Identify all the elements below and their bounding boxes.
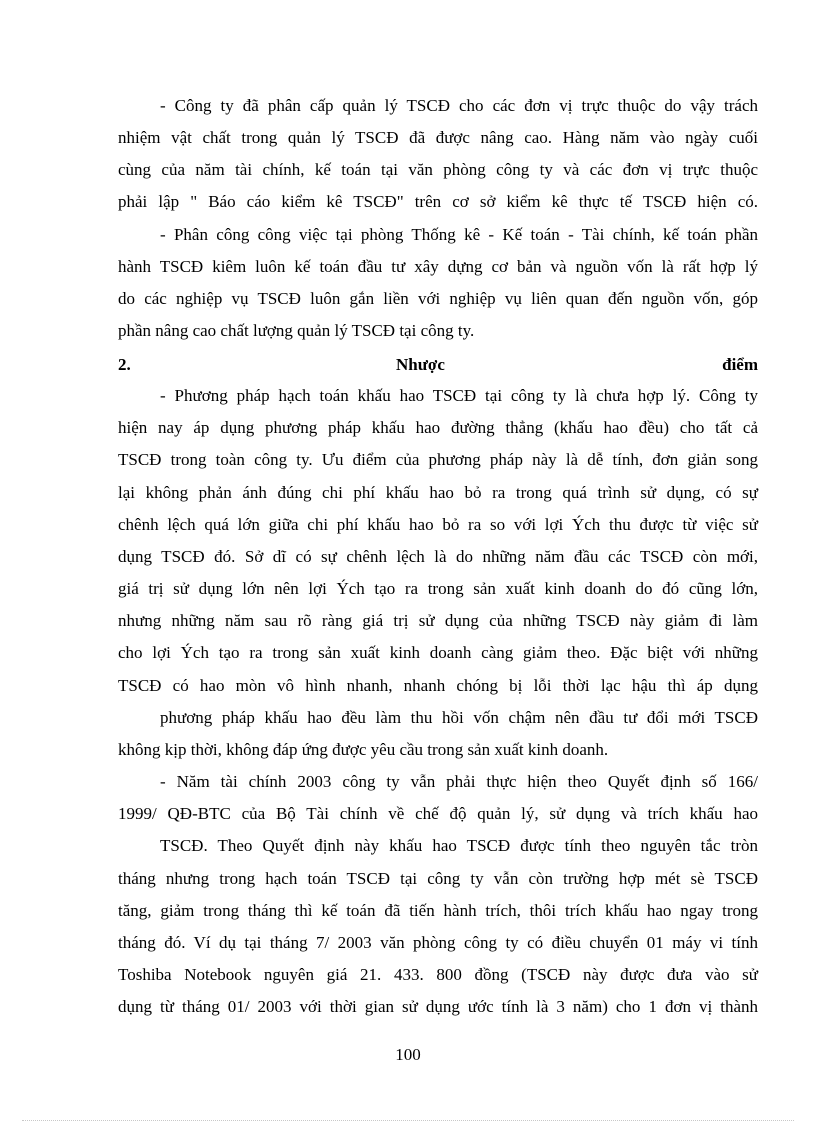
text-line: không kịp thời, không đáp ứng được yêu cầu trong sản xuất kinh doanh. [118, 740, 609, 759]
text-line: tháng nhưng trong hạch toán TSCĐ tại công ty vẫn còn trường hợp mét sè TSCĐ [118, 869, 758, 888]
text-line: TSCĐ có hao mòn vô hình nhanh, nhanh chóng bị lỗi thời lạc hậu thì áp dụng [118, 676, 758, 695]
heading-word: điểm [722, 355, 758, 374]
heading-number: 2. [118, 355, 131, 374]
text-line: cùng của năm tài chính, kế toán tại văn phòng công ty và các đơn vị trực thuộc [118, 160, 758, 179]
text-line: - Phương pháp hạch toán khấu hao TSCĐ tại công ty là chưa hợp lý. Công ty [160, 386, 758, 405]
text-line: - Công ty đã phân cấp quản lý TSCĐ cho các đơn vị trực thuộc do vậy trách [160, 96, 758, 115]
text-line: giá trị sử dụng lớn nên lợi Ých tạo ra trong sản xuất kinh doanh do đó cũng lớn, [118, 579, 758, 598]
text-line: hiện nay áp dụng phương pháp khấu hao đường thẳng (khấu hao đều) cho tất cả [118, 418, 758, 437]
text-line: cho lợi Ých tạo ra trong sản xuất kinh doanh càng giảm theo. Đặc biệt với những [118, 643, 758, 662]
text-line: phải lập " Báo cáo kiểm kê TSCĐ" trên cơ sở kiểm kê thực tế TSCĐ hiện có. [118, 192, 758, 211]
text-line: dụng từ tháng 01/ 2003 với thời gian sử dụng ước tính là 3 năm) cho 1 đơn vị thành [118, 997, 758, 1016]
text-line: nhiệm vật chất trong quản lý TSCĐ đã được nâng cao. Hàng năm vào ngày cuối [118, 128, 758, 147]
page-number: 100 [395, 1045, 421, 1064]
text-line: - Năm tài chính 2003 công ty vẫn phải thực hiện theo Quyết định số 166/ [160, 772, 758, 791]
heading-word: Nhược [396, 355, 445, 374]
text-line: phần nâng cao chất lượng quản lý TSCĐ tại công ty. [118, 321, 475, 340]
text-line: do các nghiệp vụ TSCĐ luôn gắn liền với nghiệp vụ liên quan đến nguồn vốn, góp [118, 289, 758, 308]
text-line: 1999/ QĐ-BTC của Bộ Tài chính về chế độ quản lý, sử dụng và trích khấu hao [118, 804, 758, 823]
text-line: tháng đó. Ví dụ tại tháng 7/ 2003 văn phòng công ty có điều chuyển 01 máy vi tính [118, 933, 758, 952]
text-line: phương pháp khấu hao đều làm thu hồi vốn chậm nên đầu tư đổi mới TSCĐ [160, 708, 758, 727]
text-line: - Phân công công việc tại phòng Thống kê - Kế toán - Tài chính, kế toán phần [160, 225, 758, 244]
text-line: TSCĐ trong toàn công ty. Ưu điểm của phương pháp này là dễ tính, đơn giản song [118, 450, 758, 469]
text-line: hành TSCĐ kiêm luôn kế toán đầu tư xây dựng cơ bản và nguồn vốn là rất hợp lý [118, 257, 758, 276]
text-line: nhưng những năm sau rõ ràng giá trị sử dụng của những TSCĐ này giảm đi làm [118, 611, 758, 630]
text-line: lại không phản ánh đúng chi phí khấu hao bỏ ra trong quá trình sử dụng, có sự [118, 483, 758, 502]
text-line: TSCĐ. Theo Quyết định này khấu hao TSCĐ được tính theo nguyên tắc tròn [160, 836, 758, 855]
text-line: tăng, giảm trong tháng thì kế toán đã tiến hành trích, thôi trích khấu hao ngay trong [118, 901, 758, 920]
text-line: chênh lệch quá lớn giữa chi phí khấu hao bỏ ra so với lợi Ých thu được từ việc sử [118, 515, 758, 534]
text-line: dụng TSCĐ đó. Sở dĩ có sự chênh lệch là do những năm đầu các TSCĐ còn mới, [118, 547, 758, 566]
text-line: Toshiba Notebook nguyên giá 21. 433. 800 đồng (TSCĐ này được đưa vào sử [118, 965, 758, 984]
page-divider [22, 1120, 794, 1121]
